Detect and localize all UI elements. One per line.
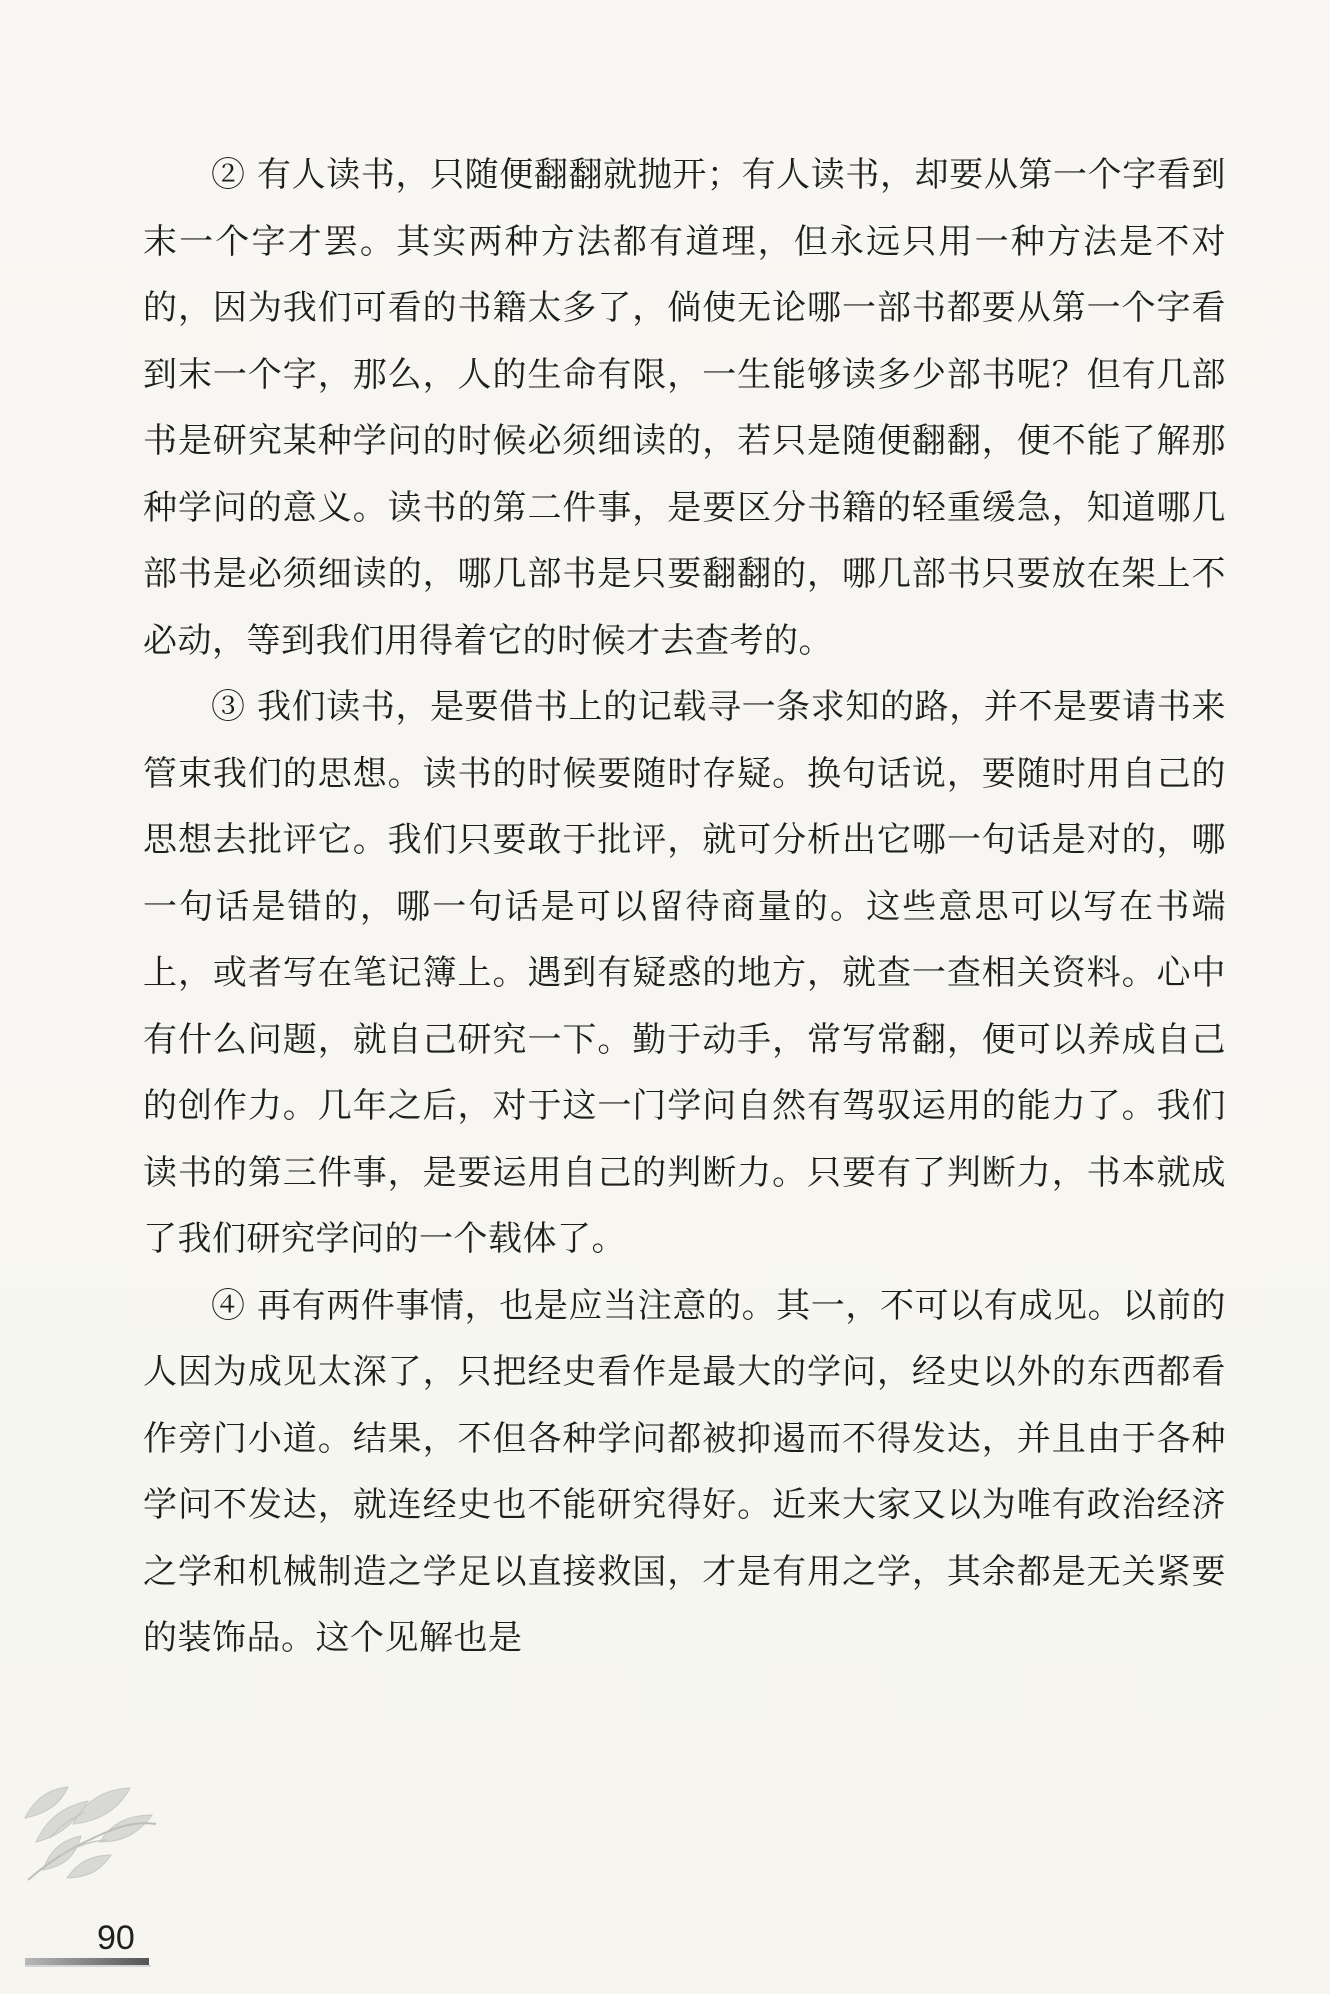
paragraph-4: ④ 再有两件事情，也是应当注意的。其一，不可以有成见。以前的人因为成见太深了，只把经史看作是最大的学问，经史以外的东西都看作旁门小道。结果，不但各种学问都被抑遏而不得发达，并且由于各种学问不发达，就连经史也不能研究得好。近来大家又以为唯有政治经济之学和机械制造之学足以直接救国，才是有用之学，其余都是无关紧要的装饰品。这个见解也是 [143,1285,1226,1658]
page-number: 90 [97,1919,135,1957]
page-number-rule [25,1958,149,1965]
paragraph-3: ③ 我们读书，是要借书上的记载寻一条求知的路，并不是要请书来管束我们的思想。读书的时候要随时存疑。换句话说，要随时用自己的思想去批评它。我们只要敢于批评，就可分析出它哪一句话是对的，哪一句话是错的，哪一句话是可以留待商量的。这些意思可以写在书端上，或者写在笔记簿上。遇到有疑惑的地方，就查一查相关资料。心中有什么问题，就自己研究一下。勤于动手，常写常翻，便可以养成自己的创作力。几年之后，对于这一门学问自然有驾驭运用的能力了。我们读书的第三件事，是要运用自己的判断力。只要有了判断力，书本就成了我们研究学问的一个载体了。 [143,687,1226,1259]
page-number-rule-highlight [25,1965,151,1967]
paragraph-2: ② 有人读书，只随便翻翻就抛开；有人读书，却要从第一个字看到末一个字才罢。其实两种方法都有道理，但永远只用一种方法是不对的，因为我们可看的书籍太多了，倘使无论哪一部书都要从第一个字看到末一个字，那么，人的生命有限，一生能够读多少部书呢？但有几部书是研究某种学问的时候必须细读的，若只是随便翻翻，便不能了解那种学问的意义。读书的第二件事，是要区分书籍的轻重缓急，知道哪几部书是必须细读的，哪几部书是只要翻翻的，哪几部书只要放在架上不必动，等到我们用得着它的时候才去查考的。 [143,155,1226,661]
page-footer [0,1734,1330,1994]
body-text [143,142,1226,1672]
leaf-branch-icon [18,1754,168,1894]
